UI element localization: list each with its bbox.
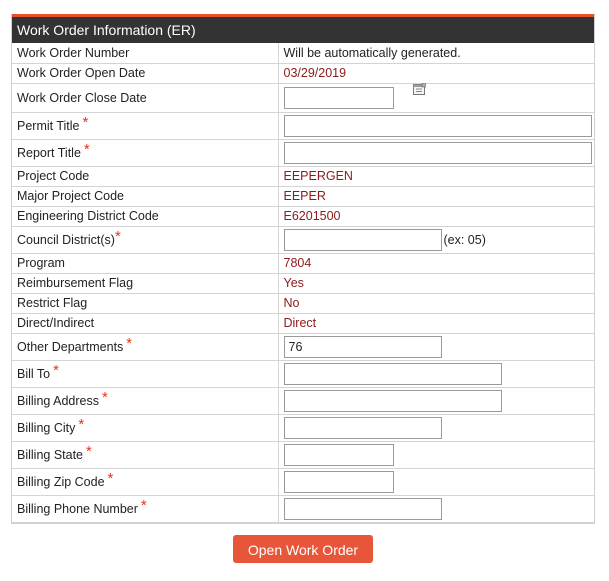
other-departments-input[interactable] xyxy=(284,336,442,358)
row-open-date xyxy=(12,63,594,83)
billing-phone-input[interactable] xyxy=(284,498,442,520)
major-project-code-label: Major Project Code xyxy=(12,186,278,206)
row-restrict-flag xyxy=(12,293,594,313)
row-billing-state xyxy=(12,441,594,468)
billing-state-cell xyxy=(278,441,594,468)
row-engineering-district-code xyxy=(12,206,594,226)
billing-phone-label-cell xyxy=(12,495,278,522)
program-value: 7804 xyxy=(278,253,594,273)
billing-city-label: Billing City xyxy=(17,421,76,435)
billing-address-label: Billing Address xyxy=(17,394,99,408)
billing-city-input[interactable] xyxy=(284,417,442,439)
billing-state-input[interactable] xyxy=(284,444,394,466)
row-reimbursement-flag xyxy=(12,273,594,293)
permit-title-label-cell xyxy=(12,112,278,139)
required-marker: * xyxy=(114,228,121,245)
billing-zip-label-cell xyxy=(12,468,278,495)
row-major-project-code xyxy=(12,186,594,206)
reimbursement-flag-label: Reimbursement Flag xyxy=(12,273,278,293)
panel-title: Work Order Information (ER) xyxy=(12,14,594,43)
engineering-district-code-value: E6201500 xyxy=(278,206,594,226)
program-label: Program xyxy=(12,253,278,273)
billing-address-input[interactable] xyxy=(284,390,502,412)
direct-indirect-label: Direct/Indirect xyxy=(12,313,278,333)
required-marker: * xyxy=(82,114,89,131)
bill-to-input[interactable] xyxy=(284,363,502,385)
project-code-value: EEPERGEN xyxy=(278,166,594,186)
required-marker: * xyxy=(83,141,90,158)
council-districts-hint: (ex: 05) xyxy=(443,232,486,247)
report-title-cell xyxy=(278,139,594,166)
row-project-code xyxy=(12,166,594,186)
other-departments-cell xyxy=(278,333,594,360)
engineering-district-code-label: Engineering District Code xyxy=(12,206,278,226)
permit-title-input[interactable] xyxy=(284,115,592,137)
row-billing-phone xyxy=(12,495,594,522)
other-departments-label: Other Departments xyxy=(17,340,124,354)
row-close-date xyxy=(12,83,594,112)
major-project-code-value: EEPER xyxy=(278,186,594,206)
required-marker: * xyxy=(53,362,59,379)
council-districts-label: Council District(s) xyxy=(17,233,115,247)
row-program xyxy=(12,253,594,273)
reimbursement-flag-value: Yes xyxy=(278,273,594,293)
bill-to-label-cell xyxy=(12,360,278,387)
billing-state-label-cell xyxy=(12,441,278,468)
permit-title-label: Permit Title xyxy=(17,119,80,133)
permit-title-cell xyxy=(278,112,594,139)
required-marker: * xyxy=(102,389,108,406)
row-billing-address xyxy=(12,387,594,414)
council-districts-cell xyxy=(278,226,594,253)
open-work-order-button[interactable]: Open Work Order xyxy=(233,535,373,563)
billing-zip-label: Billing Zip Code xyxy=(17,475,105,489)
row-billing-city xyxy=(12,414,594,441)
report-title-label-cell xyxy=(12,139,278,166)
project-code-label: Project Code xyxy=(12,166,278,186)
bill-to-cell xyxy=(278,360,594,387)
restrict-flag-label: Restrict Flag xyxy=(12,293,278,313)
close-date-label: Work Order Close Date xyxy=(12,83,278,112)
billing-state-label: Billing State xyxy=(17,448,84,462)
billing-address-cell xyxy=(278,387,594,414)
bill-to-label: Bill To xyxy=(17,367,51,381)
council-districts-input[interactable] xyxy=(284,229,442,251)
billing-phone-cell xyxy=(278,495,594,522)
billing-address-label-cell xyxy=(12,387,278,414)
calendar-icon[interactable] xyxy=(413,83,426,95)
close-date-cell xyxy=(278,83,594,112)
required-marker: * xyxy=(140,497,147,514)
report-title-label: Report Title xyxy=(17,146,81,160)
required-marker: * xyxy=(86,443,92,460)
billing-zip-input[interactable] xyxy=(284,471,394,493)
report-title-input[interactable] xyxy=(284,142,592,164)
council-districts-label-cell xyxy=(12,226,278,253)
open-date-value: 03/29/2019 xyxy=(278,63,594,83)
work-order-panel xyxy=(11,14,595,524)
direct-indirect-value: Direct xyxy=(278,313,594,333)
restrict-flag-value: No xyxy=(278,293,594,313)
row-work-order-number xyxy=(12,43,594,63)
work-order-form-table xyxy=(12,43,594,523)
row-direct-indirect xyxy=(12,313,594,333)
row-permit-title xyxy=(12,112,594,139)
billing-city-cell xyxy=(278,414,594,441)
billing-phone-label: Billing Phone Number xyxy=(17,502,138,516)
close-date-input[interactable] xyxy=(284,87,394,109)
billing-zip-cell xyxy=(278,468,594,495)
open-date-label: Work Order Open Date xyxy=(12,63,278,83)
required-marker: * xyxy=(126,335,133,352)
row-other-departments xyxy=(12,333,594,360)
required-marker: * xyxy=(78,416,85,433)
billing-city-label-cell xyxy=(12,414,278,441)
work-order-number-label: Work Order Number xyxy=(12,43,278,63)
row-bill-to xyxy=(12,360,594,387)
required-marker: * xyxy=(107,470,114,487)
work-order-number-value: Will be automatically generated. xyxy=(278,43,594,63)
row-report-title xyxy=(12,139,594,166)
row-council-districts xyxy=(12,226,594,253)
row-billing-zip xyxy=(12,468,594,495)
other-departments-label-cell xyxy=(12,333,278,360)
